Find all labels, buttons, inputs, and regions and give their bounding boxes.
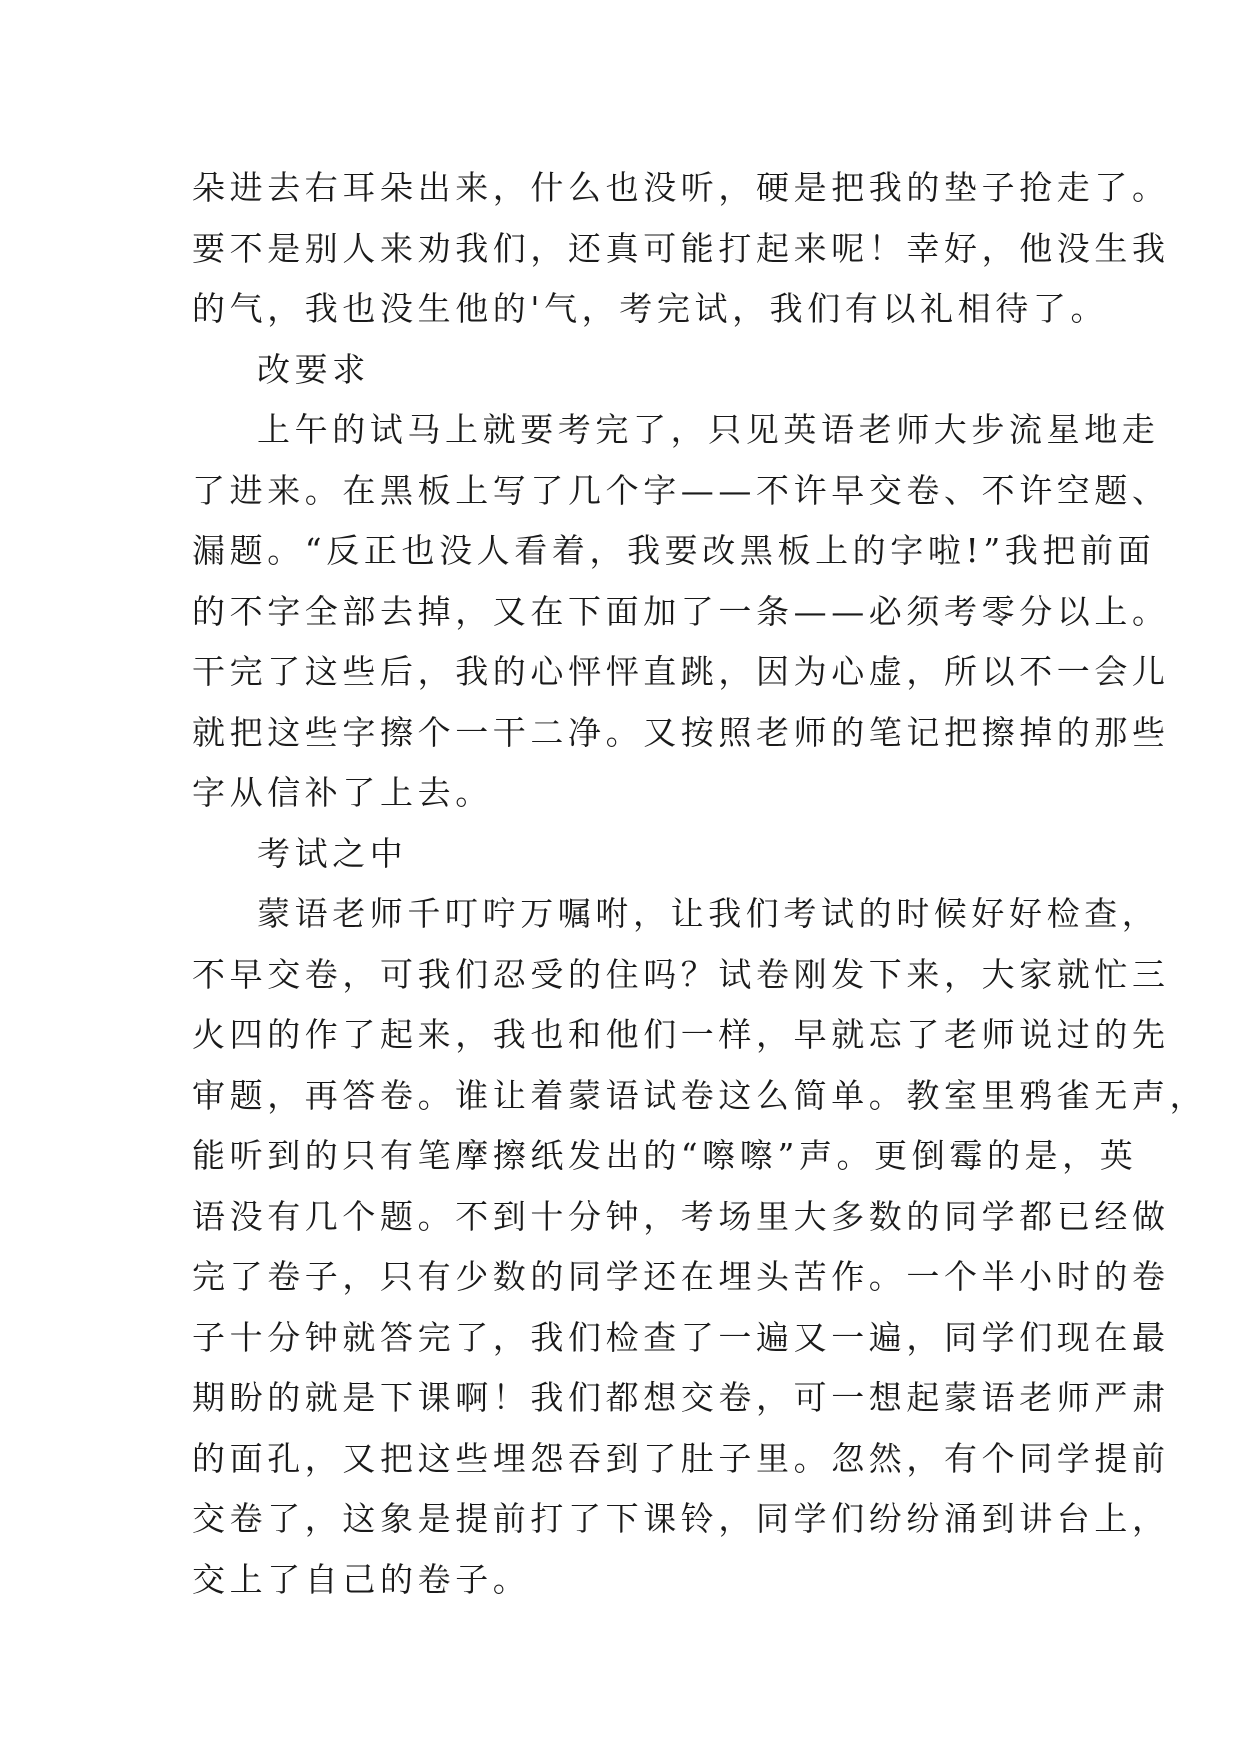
text-line: 朵进去右耳朵出来，什么也没听，硬是把我的垫子抢走了。 <box>192 168 1170 207</box>
text-line: 干完了这些后，我的心怦怦直跳，因为心虚，所以不一会儿 <box>192 652 1170 691</box>
section-heading: 改要求 <box>257 349 370 389</box>
document-body <box>192 158 1208 1610</box>
text-line: 上午的试马上就要考完了，只见英语老师大步流星地走 <box>257 410 1160 449</box>
text-line: 不早交卷，可我们忍受的住吗？试卷刚发下来，大家就忙三 <box>192 954 1170 994</box>
text-line: 漏题。“反正也没人看着，我要改黑板上的字啦!”我把前面 <box>192 531 1156 570</box>
text-line: 了进来。在黑板上写了几个字——不许早交卷、不许空题、 <box>192 470 1170 510</box>
text-line: 交卷了，这象是提前打了下课铃，同学们纷纷涌到讲台上， <box>192 1499 1170 1538</box>
text-line: 要不是别人来劝我们，还真可能打起来呢！幸好，他没生我 <box>192 228 1170 268</box>
text-line: 字从信补了上去。 <box>192 773 493 812</box>
text-line: 审题，再答卷。谁让着蒙语试卷这么简单。教室里鸦雀无声， <box>192 1075 1208 1115</box>
text-line: 就把这些字擦个一干二净。又按照老师的笔记把擦掉的那些 <box>192 712 1170 752</box>
text-line: 期盼的就是下课啊！我们都想交卷，可一想起蒙语老师严肃 <box>192 1378 1170 1417</box>
text-line: 的气，我也没生他的'气，考完试，我们有以礼相待了。 <box>192 289 1109 328</box>
text-line: 的面孔，又把这些埋怨吞到了肚子里。忽然，有个同学提前 <box>192 1438 1170 1478</box>
text-line: 完了卷子，只有少数的同学还在埋头苦作。一个半小时的卷 <box>192 1257 1170 1296</box>
text-line: 火四的作了起来，我也和他们一样，早就忘了老师说过的先 <box>192 1015 1170 1054</box>
text-line: 子十分钟就答完了，我们检查了一遍又一遍，同学们现在最 <box>192 1317 1170 1357</box>
text-line: 交上了自己的卷子。 <box>192 1559 531 1599</box>
text-line: 蒙语老师千叮咛万嘱咐，让我们考试的时候好好检查， <box>257 894 1160 933</box>
text-line: 语没有几个题。不到十分钟，考场里大多数的同学都已经做 <box>192 1196 1170 1236</box>
section-heading: 考试之中 <box>257 833 408 873</box>
text-line: 能听到的只有笔摩擦纸发出的“嚓嚓”声。更倒霉的是，英 <box>192 1136 1138 1175</box>
text-line: 的不字全部去掉，又在下面加了一条——必须考零分以上。 <box>192 591 1170 631</box>
